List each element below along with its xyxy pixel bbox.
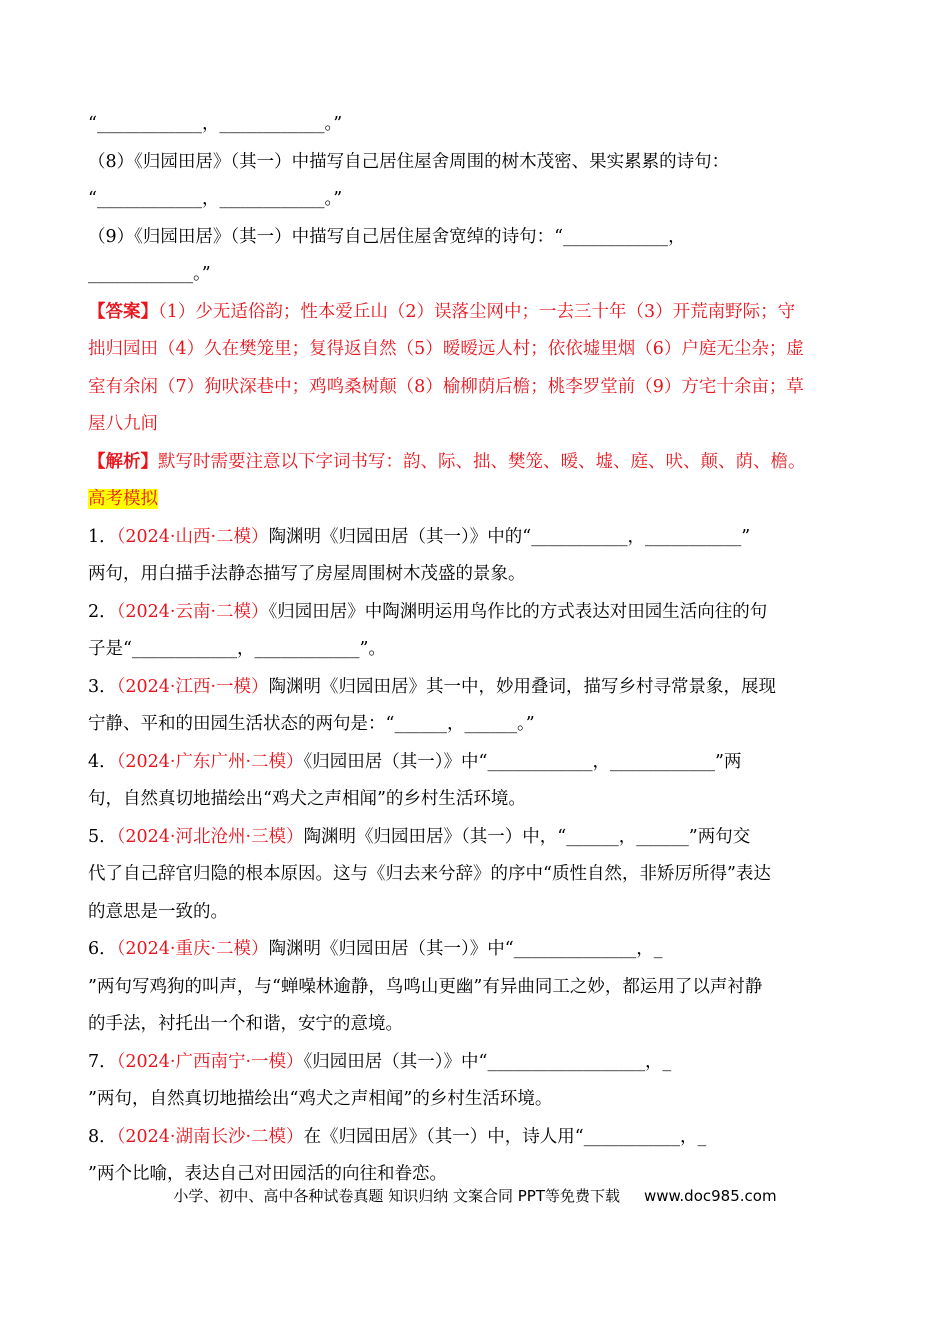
answer-line: [88, 294, 868, 332]
analysis-text: 默写时需要注意以下字词书写：韵、际、拙、樊笼、暧、墟、庭、吠、颠、荫、檐。: [158, 451, 806, 472]
question-text: ”两个比喻，表达自己对田园活的向往和眷恋。: [88, 1164, 447, 1184]
question-text: 的意思是一致的。: [88, 901, 228, 922]
question-text: 陶渊明《归园田居（其一）》中的“___________，___________”: [268, 526, 751, 547]
question-source: （2024·重庆·二模）: [116, 939, 269, 959]
footer-url[interactable]: www.doc985.com: [643, 1187, 777, 1205]
text-line: （8）《归园田居》（其一）中描写自己居住屋舍周围的树木茂密、果实累累的诗句：: [88, 151, 730, 172]
question-6: [88, 931, 868, 969]
question-3: [88, 669, 868, 707]
question-2: [88, 594, 868, 632]
answer-line: 拙归园田（4）久在樊笼里；复得返自然（5）暧暧远人村；依依墟里烟（6）户庭无尘杂；虚: [88, 339, 804, 359]
text-line: “____________，____________。”: [88, 189, 343, 209]
answer-text: （1）少无适俗韵；性本爱丘山（2）误落尘网中；一去三十年（3）开荒南野际；守: [158, 301, 796, 322]
question-5: [88, 819, 868, 857]
answer-line: 室有余闲（7）狗吠深巷中；鸡鸣桑树颠（8）榆柳荫后檐；桃李罗堂前（9）方宅十余亩；草: [88, 376, 804, 397]
question-source: （2024·河北沧州·三模）: [116, 826, 304, 847]
question-number: 5．: [88, 826, 117, 847]
question-text: 陶渊明《归园田居》其一中，妙用叠词，描写乡村寻常景象，展现: [268, 676, 777, 697]
section-title: 高考模拟: [88, 489, 158, 509]
section-title-line: [88, 481, 868, 519]
text-line: ____________。”: [88, 264, 211, 284]
answer-label: 【答案】: [88, 301, 158, 322]
question-text: 句，自然真切地描绘出“鸡犬之声相闻”的乡村生活环境。: [88, 789, 526, 809]
question-7: [88, 1044, 868, 1082]
question-number: 8．: [88, 1126, 117, 1147]
question-number: 3．: [88, 676, 117, 697]
text-line: “____________，____________。”: [88, 114, 343, 134]
analysis-label: 【解析】: [88, 451, 158, 472]
question-1: [88, 519, 868, 557]
question-source: （2024·云南·二模）: [116, 601, 269, 622]
text-line: （9）《归园田居》（其一）中描写自己居住屋舍宽绰的诗句：“____________，: [88, 226, 686, 247]
question-text: 《归园田居（其一）》中“____________，____________”两: [303, 751, 742, 772]
document-body: [88, 106, 868, 1194]
question-text: 《归园田居》中陶渊明运用鸟作比的方式表达对田园生活向往的句: [268, 601, 768, 622]
question-8: [88, 1119, 868, 1157]
question-number: 7．: [88, 1051, 117, 1072]
question-text: 陶渊明《归园田居》（其一）中，“______，______”两句交: [303, 826, 751, 847]
question-source: （2024·江西·一模）: [116, 676, 269, 697]
question-text: 两句，用白描手法静态描写了房屋周围树木茂盛的景象。: [88, 564, 526, 584]
question-source: （2024·广东广州·二模）: [116, 751, 304, 772]
answer-line: 屋八九间: [88, 414, 158, 434]
question-number: 4．: [88, 751, 117, 772]
question-number: 1．: [88, 526, 117, 547]
page-footer: [0, 1185, 950, 1206]
question-text: ”两句，自然真切地描绘出“鸡犬之声相闻”的乡村生活环境。: [88, 1089, 553, 1109]
analysis-line: [88, 444, 868, 482]
question-text: 《归园田居（其一）》中“__________________，_: [303, 1051, 672, 1072]
question-4: [88, 744, 868, 782]
question-text: 代了自己辞官归隐的根本原因。这与《归去来兮辞》的序中“质性自然，非矫厉所得”表达: [88, 864, 771, 884]
question-source: （2024·山西·二模）: [116, 526, 269, 547]
question-text: 陶渊明《归园田居（其一）》中“______________，_: [268, 939, 663, 959]
footer-text: 小学、初中、高中各种试卷真题 知识归纳 文案合同 PPT等免费下载: [173, 1187, 620, 1205]
question-text: 子是“____________，____________”。: [88, 639, 386, 659]
question-text: 宁静、平和的田园生活状态的两句是：“______，______。”: [88, 714, 535, 734]
question-text: ”两句写鸡狗的叫声，与“蝉噪林逾静，鸟鸣山更幽”有异曲同工之妙，都运用了以声衬静: [88, 976, 763, 997]
question-text: 在《归园田居》（其一）中，诗人用“___________，_: [303, 1126, 707, 1147]
question-source: （2024·广西南宁·一模）: [116, 1051, 304, 1072]
question-text: 的手法，衬托出一个和谐，安宁的意境。: [88, 1014, 403, 1034]
question-number: 2．: [88, 601, 117, 622]
question-source: （2024·湖南长沙·二模）: [116, 1126, 304, 1147]
question-number: 6．: [88, 939, 117, 959]
